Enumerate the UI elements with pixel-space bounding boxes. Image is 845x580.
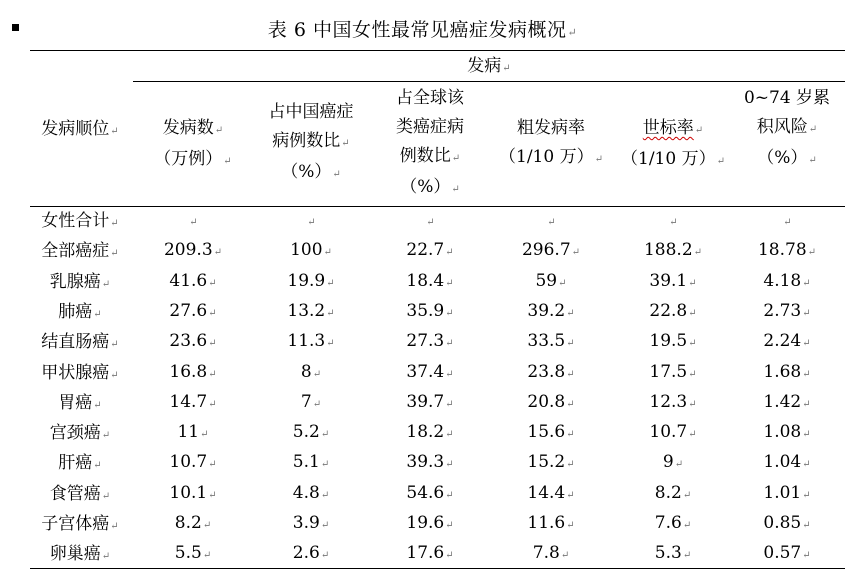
table-cell: 18.2↵ <box>406 422 454 443</box>
table-cell: 27.6↵ <box>169 300 217 321</box>
table-cell: 2.24↵ <box>763 331 811 352</box>
table-cell: ↵ <box>783 217 792 228</box>
table-title: 表 6 中国女性最常见癌症发病概况↵ <box>267 19 578 41</box>
header-pct-china: 占中国癌症 病例数比↵ （%）↵ <box>268 102 354 182</box>
table-cell: 19.9↵ <box>287 270 335 291</box>
table-cell: 23.8↵ <box>527 361 575 382</box>
table-cell: 5.2↵ <box>292 422 330 443</box>
row-label: 食管癌↵ <box>49 483 111 504</box>
table-cell: 11.6↵ <box>527 513 575 533</box>
row-label: 子宫体癌↵ <box>41 514 119 534</box>
row-label: 全部癌症↵ <box>41 241 119 262</box>
table-cell: 0.57↵ <box>763 543 811 564</box>
table-cell: 8↵ <box>300 361 322 382</box>
table-cell: 39.7↵ <box>406 391 454 412</box>
table-cell: 7.8↵ <box>532 543 570 564</box>
table-cell: 18.4↵ <box>406 270 454 291</box>
row-label: 肺癌↵ <box>58 301 102 322</box>
table-cell: 54.6↵ <box>406 482 454 503</box>
table-cell: 7↵ <box>300 391 322 412</box>
table-cell: 39.3↵ <box>406 452 454 473</box>
row-label: 肝癌↵ <box>58 453 102 474</box>
table-cell: 22.7↵ <box>406 240 454 261</box>
table-cell: 209.3↵ <box>163 240 223 261</box>
table-cell: 10.1↵ <box>169 482 217 503</box>
row-label: 乳腺癌↵ <box>49 271 111 292</box>
table-cell: 7.6↵ <box>654 513 692 533</box>
header-pct-world: 占全球该 类癌症病 例数比↵ （%）↵ <box>396 88 464 197</box>
table-cell: 188.2↵ <box>643 240 703 261</box>
table-cell: 1.04↵ <box>763 452 811 473</box>
table-cell: 5.1↵ <box>292 452 330 473</box>
row-label: 卵巢癌↵ <box>49 544 111 565</box>
group-header: 发病↵ <box>467 56 511 76</box>
table-cell: 16.8↵ <box>169 361 217 382</box>
row-label: 宫颈癌↵ <box>49 423 111 444</box>
table-cell: 5.5↵ <box>174 543 212 564</box>
table-cell: ↵ <box>669 217 678 228</box>
row-label: 胃癌↵ <box>58 392 102 413</box>
table-cell: 0.85↵ <box>763 513 811 533</box>
row-label: 女性合计↵ <box>41 211 119 231</box>
table-cell: 10.7↵ <box>649 422 697 443</box>
table-cell: 10.7↵ <box>169 452 217 473</box>
table-cell: 8.2↵ <box>654 482 692 503</box>
table-cell: 1.68↵ <box>763 361 811 382</box>
table-cell: 17.6↵ <box>406 543 454 564</box>
table-cell: 41.6↵ <box>169 270 217 291</box>
table-cell: 296.7↵ <box>521 240 581 261</box>
table-cell: 2.6↵ <box>292 543 330 564</box>
table-cell: 19.5↵ <box>649 331 697 352</box>
table-cell: 18.78↵ <box>757 240 817 261</box>
header-asr: 世标率↵ （1/10 万）↵ <box>621 118 725 169</box>
table-cell: 2.73↵ <box>763 300 811 321</box>
table-cell: ↵ <box>426 217 435 228</box>
table-cell: 11↵ <box>177 422 209 443</box>
table-cell: ↵ <box>307 217 316 228</box>
table-cell: 15.2↵ <box>527 452 575 473</box>
table-cell: ↵ <box>189 217 198 228</box>
group-rule <box>133 81 845 82</box>
table-cell: 1.08↵ <box>763 422 811 443</box>
table-cell: 12.3↵ <box>649 391 697 412</box>
header-cum-risk: 0~74 岁累 积风险↵ （%）↵ <box>743 88 831 168</box>
top-rule <box>30 50 845 51</box>
table-cell: 100↵ <box>290 240 332 261</box>
table-cell: 39.1↵ <box>649 270 697 291</box>
table-cell: 20.8↵ <box>527 391 575 412</box>
table-cell: ↵ <box>547 217 556 228</box>
table-cell: 19.6↵ <box>406 513 454 533</box>
header-rank: 发病顺位↵ <box>41 119 119 139</box>
table-cell: 15.6↵ <box>527 422 575 443</box>
table-cell: 59↵ <box>535 270 567 291</box>
table-cell: 5.3↵ <box>654 543 692 564</box>
table-cell: 22.8↵ <box>649 300 697 321</box>
table-cell: 14.7↵ <box>169 391 217 412</box>
table-cell: 1.42↵ <box>763 391 811 412</box>
table-cell: 11.3↵ <box>287 331 335 352</box>
table-cell: 17.5↵ <box>649 361 697 382</box>
table-cell: 35.9↵ <box>406 300 454 321</box>
table-cell: 9↵ <box>662 452 684 473</box>
table-cell: 1.01↵ <box>763 482 811 503</box>
header-cases: 发病数↵ （万例）↵ <box>154 118 232 169</box>
row-label: 甲状腺癌↵ <box>41 362 119 383</box>
table-cell: 39.2↵ <box>527 300 575 321</box>
header-crude-rate: 粗发病率 （1/10 万）↵ <box>499 118 603 167</box>
table-cell: 37.4↵ <box>406 361 454 382</box>
bottom-rule <box>30 568 845 569</box>
table-cell: 8.2↵ <box>174 513 212 533</box>
table-cell: 4.8↵ <box>292 482 330 503</box>
table-cell: 27.3↵ <box>406 331 454 352</box>
table-cell: 4.18↵ <box>763 270 811 291</box>
table-cell: 33.5↵ <box>527 331 575 352</box>
table-cell: 23.6↵ <box>169 331 217 352</box>
table-cell: 13.2↵ <box>287 300 335 321</box>
row-label: 结直肠癌↵ <box>41 332 119 353</box>
table-cell: 14.4↵ <box>527 482 575 503</box>
table-cell: 3.9↵ <box>292 513 330 533</box>
